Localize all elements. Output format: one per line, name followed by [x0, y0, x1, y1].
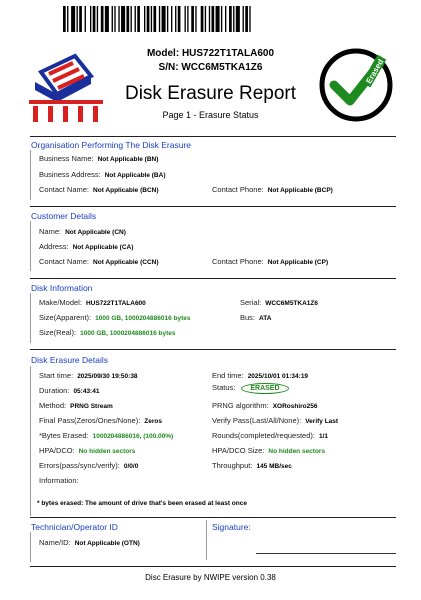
barcode-bar: [201, 6, 204, 32]
erasure-information-row: Information:: [39, 476, 79, 485]
barcode-bar: [90, 6, 91, 32]
barcode-bar: [93, 6, 96, 32]
barcode-bar: [225, 6, 226, 32]
disk-size-apparent-row: Size(Apparent): 1000 GB, 1000204886016 bytes: [39, 313, 191, 322]
footer-version: Disc Erasure by NWIPE version 0.38: [145, 573, 276, 582]
section-divider: [30, 136, 396, 137]
erasure-errors-row: Errors(pass/sync/verify): 0/0/0: [39, 461, 139, 470]
barcode-bar: [121, 6, 125, 32]
barcode-bar: [209, 6, 210, 32]
barcode-bar: [249, 6, 250, 32]
header-model: Model: HUS722T1TALA600: [146, 48, 275, 59]
customer-section-title: Customer Details: [31, 211, 97, 221]
erasure-rounds-row: Rounds(completed/requested): 1/1: [212, 431, 329, 440]
technician-section-title: Technician/Operator ID: [31, 522, 118, 532]
section-margin-line: [30, 532, 31, 562]
erasure-end-row: End time: 2025/10/01 01:34:19: [212, 371, 309, 380]
disk-size-real-row: Size(Real): 1000 GB, 1000204886016 bytes: [39, 328, 176, 337]
barcode-bar: [153, 6, 156, 32]
erasure-verify-row: Verify Pass(Last/All/None): Verify Last: [212, 416, 339, 425]
barcode-bar: [118, 6, 119, 32]
org-contact-name-row: Contact Name: Not Applicable (BCN): [39, 185, 159, 194]
erasure-method-row: Method: PRNG Stream: [39, 401, 113, 410]
barcode-bar: [229, 6, 232, 32]
signature-line: [256, 553, 396, 554]
signature-divider: [206, 520, 207, 560]
barcode-bar: [114, 6, 115, 32]
barcode-bar: [185, 6, 186, 32]
barcode-bar: [212, 6, 215, 32]
section-divider: [30, 517, 396, 518]
barcode-bar: [162, 6, 166, 32]
erasure-hpa-size-row: HPA/DCO Size: No hidden sectors: [212, 446, 326, 455]
customer-name-row: Name: Not Applicable (CN): [39, 227, 126, 236]
barcode-bar: [245, 6, 248, 32]
section-divider: [30, 349, 396, 350]
barcode-bar: [144, 6, 145, 32]
section-margin-line: [30, 366, 31, 516]
barcode-bar: [167, 6, 168, 32]
barcode-bar: [71, 6, 75, 32]
barcode-bar: [105, 6, 109, 32]
section-margin-line: [30, 221, 31, 271]
barcode-bar: [159, 6, 160, 32]
disk-bus-row: Bus: ATA: [240, 313, 272, 322]
barcode-bar: [147, 6, 150, 32]
customer-contact-name-row: Contact Name: Not Applicable (CCN): [39, 257, 159, 266]
barcode-bar: [112, 6, 113, 32]
report-title: Disk Erasure Report: [124, 83, 297, 104]
section-divider: [30, 278, 396, 279]
barcode-bar: [175, 6, 176, 32]
erasure-final-pass-row: Final Pass(Zeros/Ones/None): Zeros: [39, 416, 162, 425]
stamp-text: Erased: [364, 57, 386, 86]
barcode-bar: [137, 6, 140, 32]
customer-contact-phone-row: Contact Phone: Not Applicable (CP): [212, 257, 329, 266]
barcode-bar: [205, 6, 206, 32]
barcode-bar: [151, 6, 152, 32]
org-business-name-row: Business Name: Not Applicable (BN): [39, 154, 159, 163]
status-badge: ERASED: [241, 383, 288, 394]
barcode-bar: [243, 6, 244, 32]
section-margin-line: [30, 150, 31, 200]
barcode-bar: [135, 6, 136, 32]
barcode-bar: [131, 6, 132, 32]
barcode-bar: [63, 6, 66, 32]
disk-serial-row: Serial: WCC6M5TKA1Z6: [240, 298, 318, 307]
barcode-bar: [171, 6, 172, 32]
page-subtitle: Page 1 - Erasure Status: [162, 110, 259, 120]
barcode-bar: [195, 6, 196, 32]
header-serial: S/N: WCC6M5TKA1Z6: [158, 62, 263, 73]
barcode-bar: [187, 6, 188, 32]
disk-make-row: Make/Model: HUS722T1TALA600: [39, 298, 146, 307]
barcode-bar: [178, 6, 181, 32]
barcode-bar: [191, 6, 194, 32]
customer-address-row: Address: Not Applicable (CA): [39, 242, 134, 251]
section-margin-line: [30, 293, 31, 343]
erasure-prng-row: PRNG algorithm: XORoshiro256: [212, 401, 318, 410]
barcode-bar: [221, 6, 222, 32]
barcode-bar: [67, 6, 68, 32]
bytes-erased-footnote: * bytes erased: The amount of drive that's been erased at least once: [37, 500, 247, 507]
barcode: [63, 6, 356, 32]
barcode-bar: [85, 6, 86, 32]
erasure-hpa-row: HPA/DCO: No hidden sectors: [39, 446, 136, 455]
barcode-bar: [97, 6, 98, 32]
section-divider: [30, 206, 396, 207]
barcode-bar: [126, 6, 129, 32]
erasure-status-row: Status: ERASED: [212, 383, 289, 394]
erasure-start-row: Start time: 2025/09/30 19:50:38: [39, 371, 138, 380]
signature-section-title: Signature:: [212, 522, 251, 532]
erasure-section-title: Disk Erasure Details: [31, 355, 108, 365]
technician-name-row: Name/ID: Not Applicable (OTN): [39, 538, 140, 547]
barcode-bar: [101, 6, 104, 32]
org-contact-phone-row: Contact Phone: Not Applicable (BCP): [212, 185, 333, 194]
barcode-bar: [77, 6, 78, 32]
disk-section-title: Disk Information: [31, 283, 93, 293]
erasure-bytes-row: *Bytes Erased: 1000204886016, (100.00%): [39, 431, 174, 440]
barcode-bar: [79, 6, 82, 32]
barcode-bar: [236, 6, 240, 32]
barcode-bar: [216, 6, 220, 32]
barcode-bar: [233, 6, 234, 32]
org-business-address-row: Business Address: Not Applicable (BA): [39, 170, 166, 179]
section-divider: [30, 566, 396, 567]
erasure-throughput-row: Throughput: 145 MB/sec: [212, 461, 292, 470]
erasure-duration-row: Duration: 05:43:41: [39, 386, 100, 395]
org-section-title: Organisation Performing The Disk Erasure: [31, 140, 191, 150]
